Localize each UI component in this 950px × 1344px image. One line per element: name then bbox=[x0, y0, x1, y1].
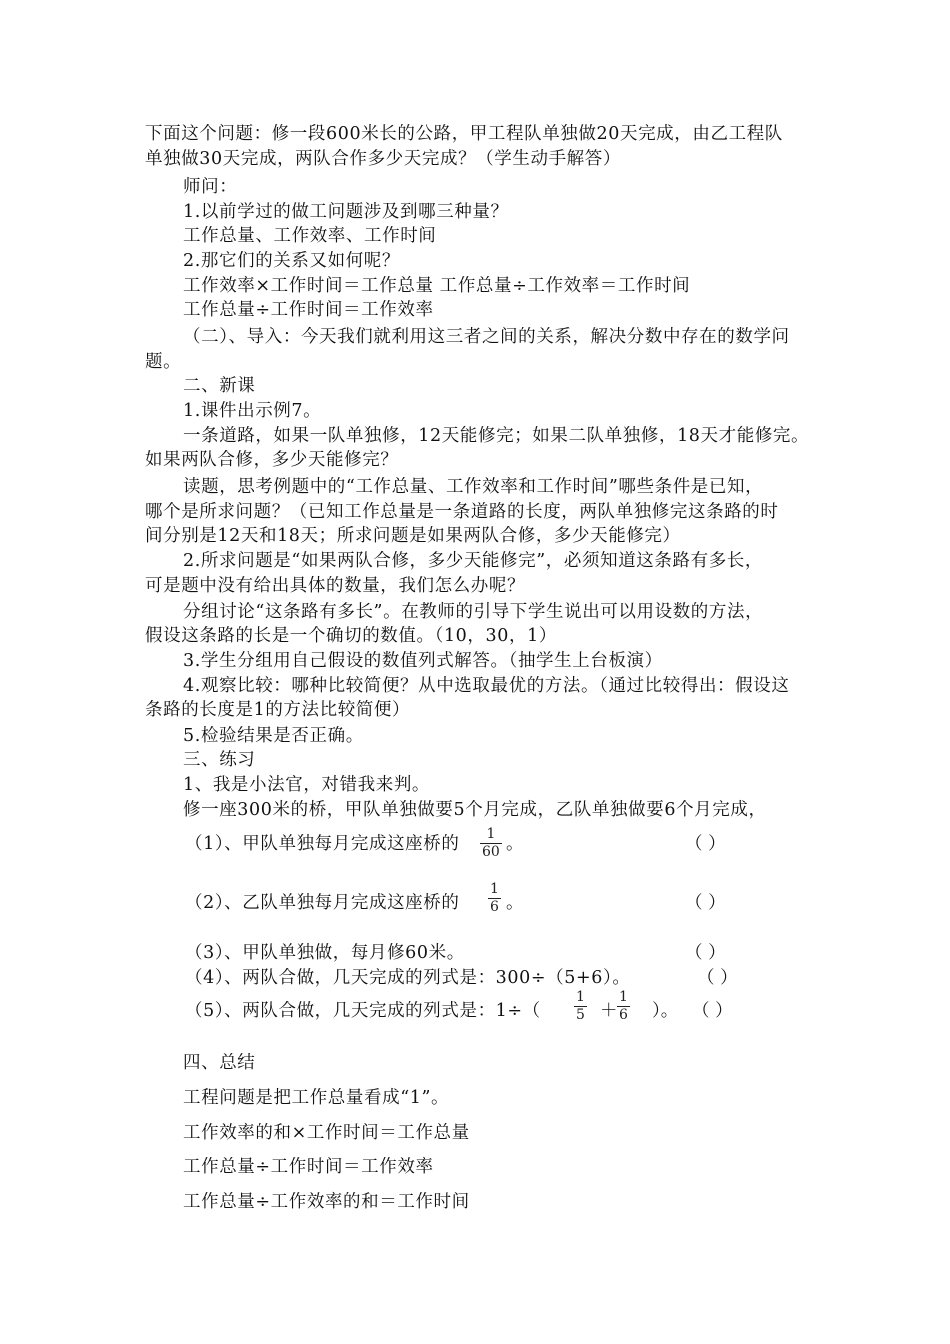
text-line: 假设这条路的长是一个确切的数值。（10，30，1） bbox=[145, 626, 557, 646]
fraction-denominator: 60 bbox=[482, 844, 500, 860]
section-heading: 四、总结 bbox=[183, 1053, 256, 1073]
fraction bbox=[480, 826, 502, 861]
fraction bbox=[488, 881, 501, 916]
fraction-numerator: 1 bbox=[486, 826, 496, 842]
fraction-denominator: 6 bbox=[490, 899, 499, 915]
text-line: 条路的长度是1的方法比较简便） bbox=[145, 700, 411, 720]
text-line: 3.学生分组用自己假设的数值列式解答。（抽学生上台板演） bbox=[183, 651, 663, 671]
text-line: 一条道路，如果一队单独修，12天能修完；如果二队单独修，18天才能修完。 bbox=[183, 426, 810, 446]
fraction-numerator: 1 bbox=[576, 989, 585, 1005]
formula-line: 工作效率×工作时间＝工作总量 工作总量÷工作效率＝工作时间 bbox=[183, 276, 691, 296]
text-line: 师问： bbox=[183, 177, 238, 197]
fraction-numerator: 1 bbox=[619, 989, 628, 1005]
text-line: 哪个是所求问题？（已知工作总量是一条道路的长度，两队单独修完这条路的时 bbox=[145, 502, 779, 522]
text-line: 下面这个问题：修一段600米长的公路，甲工程队单独做20天完成，由乙工程队 bbox=[145, 124, 783, 144]
judge-item-1: （1）、甲队单独每月完成这座桥的 bbox=[185, 834, 460, 854]
text-line: 工作总量、工作效率、工作时间 bbox=[183, 226, 437, 246]
answer-box[interactable]: （ ） bbox=[685, 834, 726, 854]
fraction bbox=[617, 989, 630, 1024]
text-line: 修一座300米的桥，甲队单独做要5个月完成，乙队单独做要6个月完成， bbox=[183, 800, 767, 820]
answer-box[interactable]: （ ） bbox=[692, 1001, 733, 1021]
answer-box[interactable]: （ ） bbox=[685, 893, 726, 913]
answer-box[interactable]: （ ） bbox=[697, 968, 738, 988]
fraction bbox=[574, 989, 587, 1024]
section-heading: 二、新课 bbox=[183, 376, 256, 396]
text-line: 如果两队合修，多少天能修完？ bbox=[145, 450, 399, 470]
text-line: 分组讨论“这条路有多长”。在教师的引导下学生说出可以用设数的方法， bbox=[183, 602, 764, 622]
text-line: 1.课件出示例7。 bbox=[183, 401, 322, 421]
text-line: 题。 bbox=[145, 352, 182, 372]
text-line: 读题，思考例题中的“工作总量、工作效率和工作时间”哪些条件是已知， bbox=[183, 477, 764, 497]
formula-line: 工作总量÷工作时间＝工作效率 bbox=[183, 300, 434, 320]
text-line: 2.那它们的关系又如何呢？ bbox=[183, 251, 400, 271]
fraction-numerator: 1 bbox=[490, 881, 499, 897]
judge-item-1-end: 。 bbox=[506, 834, 524, 854]
text-line: 2.所求问题是“如果两队合修，多少天能修完”，必须知道这条路有多长， bbox=[183, 551, 763, 571]
judge-item-4: （4）、两队合做，几天完成的列式是：300÷（5+6）。 bbox=[185, 968, 631, 988]
judge-item-3: （3）、甲队单独做，每月修60米。 bbox=[185, 943, 465, 963]
summary-item: 工作效率的和×工作时间＝工作总量 bbox=[183, 1123, 470, 1143]
text-line: 可是题中没有给出具体的数量，我们怎么办呢？ bbox=[145, 576, 526, 596]
summary-item: 工作总量÷工作时间＝工作效率 bbox=[183, 1157, 434, 1177]
plus-sign: ＋ bbox=[600, 1001, 618, 1021]
answer-box[interactable]: （ ） bbox=[685, 943, 726, 963]
summary-item: 工程问题是把工作总量看成“1”。 bbox=[183, 1088, 450, 1108]
text-line: （二）、导入：今天我们就利用这三者之间的关系，解决分数中存在的数学问 bbox=[183, 327, 790, 347]
text-line: 间分别是12天和18天；所求问题是如果两队合修，多少天能修完） bbox=[145, 526, 681, 546]
text-line: 1、我是小法官，对错我来判。 bbox=[183, 775, 431, 795]
fraction-denominator: 6 bbox=[619, 1007, 628, 1023]
text-line: 4.观察比较：哪种比较简便？从中选取最优的方法。（通过比较得出：假设这 bbox=[183, 676, 790, 696]
fraction-denominator: 5 bbox=[576, 1007, 585, 1023]
judge-item-2: （2）、乙队单独每月完成这座桥的 bbox=[185, 893, 460, 913]
summary-item: 工作总量÷工作效率的和＝工作时间 bbox=[183, 1192, 470, 1212]
text-line: 单独做30天完成，两队合作多少天完成？（学生动手解答） bbox=[145, 149, 621, 169]
judge-item-5: （5）、两队合做，几天完成的列式是：1÷（ bbox=[185, 1001, 541, 1021]
text-line: 1.以前学过的做工问题涉及到哪三种量？ bbox=[183, 202, 509, 222]
text-line: 5.检验结果是否正确。 bbox=[183, 726, 364, 746]
judge-item-2-end: 。 bbox=[506, 893, 524, 913]
section-heading: 三、练习 bbox=[183, 750, 256, 770]
judge-item-5-end: ）。 bbox=[652, 1001, 679, 1021]
